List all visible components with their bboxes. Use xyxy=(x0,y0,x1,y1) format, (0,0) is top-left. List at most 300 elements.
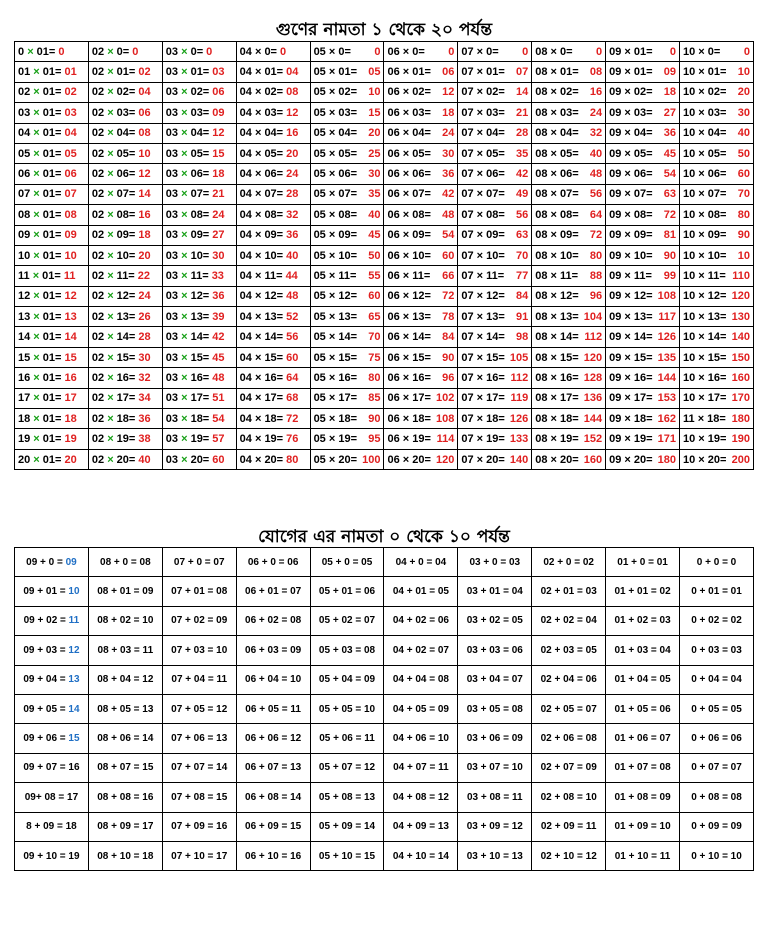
result-value: 32 xyxy=(138,371,151,384)
table-row xyxy=(15,103,754,123)
expression: 07 × 07= xyxy=(461,188,505,201)
result-value: 66 xyxy=(442,269,455,282)
table-cell xyxy=(384,205,458,225)
table-cell xyxy=(606,82,680,102)
table-cell: 01 + 0 = 01 xyxy=(606,548,680,577)
table-cell xyxy=(606,286,680,306)
table-cell xyxy=(88,103,162,123)
expression: 15 × 01= xyxy=(18,351,65,364)
expression: 01 × 01= xyxy=(18,66,65,79)
table-row xyxy=(15,694,754,723)
table-cell: 05 + 04 = 09 xyxy=(310,665,384,694)
expression: 03 × 09= xyxy=(165,229,213,242)
result-value: 72 xyxy=(286,412,299,425)
table-cell xyxy=(310,327,384,347)
result-value: 63 xyxy=(663,188,677,201)
expression: 03 × 10= xyxy=(165,249,213,262)
table-row xyxy=(15,548,754,577)
expression: 08 × 06= xyxy=(535,168,579,181)
expression: 09 × 16= xyxy=(609,371,653,384)
table-cell xyxy=(162,368,236,388)
table-cell xyxy=(384,245,458,265)
table-cell: 03 + 06 = 09 xyxy=(458,724,532,753)
expression: 03 × 19= xyxy=(165,433,213,446)
result-value: 160 xyxy=(731,371,750,384)
result-value: 72 xyxy=(663,208,677,221)
table-cell xyxy=(606,388,680,408)
table-cell: 06 + 08 = 14 xyxy=(236,783,310,812)
expression: 02 × 15= xyxy=(91,351,139,364)
table-cell xyxy=(680,245,754,265)
expression: 05 × 06= xyxy=(313,168,357,181)
table-cell: 04 + 06 = 10 xyxy=(384,724,458,753)
expression: 02 × 17= xyxy=(91,392,139,405)
result-value: 144 xyxy=(583,412,603,425)
result-value: 06 xyxy=(138,106,151,119)
result-value: 14 xyxy=(68,703,80,715)
table-cell: 08 + 09 = 17 xyxy=(88,812,162,841)
expression: 08 × 17= xyxy=(535,392,579,405)
table-cell xyxy=(162,286,236,306)
expression: 04 × 03= xyxy=(239,106,287,119)
table-cell: 01 + 03 = 04 xyxy=(606,636,680,665)
table-cell xyxy=(15,103,89,123)
table-cell xyxy=(680,388,754,408)
table-cell xyxy=(15,164,89,184)
table-cell xyxy=(15,184,89,204)
expression: 07 × 03= xyxy=(461,106,505,119)
expression: 10 × 02= xyxy=(683,86,727,99)
expression: 04 × 12= xyxy=(239,290,287,303)
result-value: 21 xyxy=(212,188,225,201)
table-cell xyxy=(310,449,384,469)
table-cell xyxy=(310,225,384,245)
table-row xyxy=(15,184,754,204)
expression: 05 × 09= xyxy=(313,229,357,242)
expression: 10 × 01= xyxy=(18,249,65,262)
expression: 05 × 15= xyxy=(313,351,357,364)
result-value: 90 xyxy=(368,412,381,425)
table-cell xyxy=(680,205,754,225)
result-value: 78 xyxy=(442,310,455,323)
result-value: 14 xyxy=(138,188,151,201)
table-cell xyxy=(458,143,532,163)
table-cell xyxy=(606,205,680,225)
expression: 04 × 01= xyxy=(18,127,65,140)
table-cell: 0 + 02 = 02 xyxy=(680,606,754,635)
table-cell xyxy=(458,184,532,204)
expression: 10 × 13= xyxy=(683,310,727,323)
expression: 07 × 12= xyxy=(461,290,505,303)
expression: 04 × 09= xyxy=(239,229,287,242)
expression: 09 × 14= xyxy=(609,331,653,344)
expression: 07 × 13= xyxy=(461,310,505,323)
table-cell xyxy=(162,327,236,347)
table-cell: 06 + 09 = 15 xyxy=(236,812,310,841)
table-cell xyxy=(384,388,458,408)
result-value: 60 xyxy=(368,290,381,303)
table-cell: 03 + 07 = 10 xyxy=(458,753,532,782)
expression: 08 × 03= xyxy=(535,106,579,119)
result-value: 15 xyxy=(212,147,225,160)
result-value: 04 xyxy=(64,127,77,140)
expression: 10 × 14= xyxy=(683,331,727,344)
table-cell: 06 + 01 = 07 xyxy=(236,577,310,606)
expression: 16 × 01= xyxy=(18,371,65,384)
table-cell xyxy=(532,62,606,82)
expression: 08 × 11= xyxy=(535,269,579,282)
table-cell: 07 + 10 = 17 xyxy=(162,841,236,870)
expression: 07 × 04= xyxy=(461,127,505,140)
expression: 02 × 16= xyxy=(91,371,139,384)
result-value: 07 xyxy=(64,188,77,201)
table-cell xyxy=(310,347,384,367)
result-value: 36 xyxy=(138,412,151,425)
expression: 02 × 14= xyxy=(91,331,139,344)
expression: 03 × 07= xyxy=(165,188,213,201)
result-value: 40 xyxy=(138,453,151,466)
table-cell: 07 + 01 = 08 xyxy=(162,577,236,606)
table-cell: 08 + 07 = 15 xyxy=(88,753,162,782)
result-value: 0 xyxy=(669,45,677,58)
table-cell xyxy=(532,42,606,62)
result-value: 05 xyxy=(64,147,77,160)
table-cell xyxy=(606,245,680,265)
table-cell: 0 + 01 = 01 xyxy=(680,577,754,606)
expression: 07 × 01= xyxy=(461,66,505,79)
expression: 11 × 01= xyxy=(18,269,64,282)
result-value: 18 xyxy=(442,106,455,119)
expression: 08 × 18= xyxy=(535,412,579,425)
table-cell xyxy=(310,286,384,306)
expression: 07 × 06= xyxy=(461,168,505,181)
table-cell: 08 + 04 = 12 xyxy=(88,665,162,694)
table-cell xyxy=(15,82,89,102)
expression: 07 × 01= xyxy=(18,188,65,201)
expression: 06 × 12= xyxy=(387,290,431,303)
expression: 02 × 0= xyxy=(91,45,133,58)
expression: 08 × 13= xyxy=(535,310,579,323)
expression: 02 × 09= xyxy=(91,229,139,242)
expression: 04 × 20= xyxy=(239,453,287,466)
expression: 09 × 18= xyxy=(609,412,653,425)
result-value: 02 xyxy=(64,86,77,99)
result-value: 70 xyxy=(515,249,529,262)
result-value: 20 xyxy=(138,249,151,262)
table-cell xyxy=(532,266,606,286)
result-value: 0 xyxy=(206,45,213,58)
result-value: 09 xyxy=(65,556,77,568)
table-cell xyxy=(532,368,606,388)
expression: 06 × 20= xyxy=(387,453,431,466)
result-value: 130 xyxy=(731,310,750,323)
expression: 17 × 01= xyxy=(18,392,65,405)
expression: 0 × 01= xyxy=(18,45,59,58)
expression: 09 × 07= xyxy=(609,188,653,201)
expression: 02 × 11= xyxy=(91,269,138,282)
table-cell xyxy=(162,164,236,184)
table-cell xyxy=(458,42,532,62)
expression: 09 × 17= xyxy=(609,392,653,405)
table-cell xyxy=(532,82,606,102)
result-value: 80 xyxy=(368,371,381,384)
result-value: 10 xyxy=(138,147,151,160)
result-value: 0 xyxy=(374,45,381,58)
table-cell xyxy=(15,368,89,388)
table-cell xyxy=(162,429,236,449)
expression: 08 × 01= xyxy=(18,208,65,221)
table-row xyxy=(15,409,754,429)
table-cell: 07 + 04 = 11 xyxy=(162,665,236,694)
table-cell: 03 + 0 = 03 xyxy=(458,548,532,577)
expression: 08 × 10= xyxy=(535,249,579,262)
table-cell: 07 + 03 = 10 xyxy=(162,636,236,665)
table-cell xyxy=(680,143,754,163)
expression: 03 × 11= xyxy=(165,269,212,282)
table-cell: 01 + 10 = 11 xyxy=(606,841,680,870)
multiplication-table xyxy=(14,41,754,470)
table-cell: 04 + 01 = 05 xyxy=(384,577,458,606)
table-cell: 04 + 05 = 09 xyxy=(384,694,458,723)
table-row xyxy=(15,266,754,286)
expression: 04 × 07= xyxy=(239,188,287,201)
table-cell xyxy=(236,327,310,347)
table-cell xyxy=(236,143,310,163)
result-value: 48 xyxy=(212,371,225,384)
expression: 05 × 16= xyxy=(313,371,357,384)
result-value: 153 xyxy=(657,392,677,405)
expression: 05 × 02= xyxy=(313,86,357,99)
table-cell: 07 + 07 = 14 xyxy=(162,753,236,782)
result-value: 30 xyxy=(212,249,225,262)
table-cell xyxy=(15,205,89,225)
table-cell xyxy=(384,184,458,204)
result-value: 45 xyxy=(663,147,677,160)
expression: 09 × 15= xyxy=(609,351,653,364)
expression: 08 × 08= xyxy=(535,208,579,221)
table-cell xyxy=(384,449,458,469)
table-cell xyxy=(236,266,310,286)
table-cell: 0 + 05 = 05 xyxy=(680,694,754,723)
table-cell xyxy=(384,62,458,82)
expression: 10 × 0= xyxy=(683,45,721,58)
table-cell xyxy=(88,347,162,367)
table-cell xyxy=(680,368,754,388)
table-cell xyxy=(310,143,384,163)
expression: 03 × 0= xyxy=(165,45,207,58)
result-value: 08 xyxy=(286,86,299,99)
expression: 10 × 03= xyxy=(683,106,727,119)
table-cell xyxy=(88,42,162,62)
expression: 11 × 18= xyxy=(683,412,726,425)
table-cell: 03 + 05 = 08 xyxy=(458,694,532,723)
result-value: 81 xyxy=(663,229,677,242)
table-cell xyxy=(606,347,680,367)
expression: 08 × 0= xyxy=(535,45,573,58)
expression: 20 × 01= xyxy=(18,453,65,466)
table-cell xyxy=(162,184,236,204)
table-cell xyxy=(680,225,754,245)
expression: 09 × 11= xyxy=(609,269,652,282)
expression: 03 × 03= xyxy=(165,106,213,119)
result-value: 10 xyxy=(737,249,750,262)
result-value: 140 xyxy=(731,331,750,344)
result-value: 12 xyxy=(286,106,299,119)
result-value: 07 xyxy=(515,66,529,79)
table-cell: 06 + 10 = 16 xyxy=(236,841,310,870)
result-value: 16 xyxy=(64,371,77,384)
expression: 03 × 17= xyxy=(165,392,213,405)
expression: 09 × 12= xyxy=(609,290,653,303)
expression: 02 × 01= xyxy=(91,66,139,79)
result-value: 84 xyxy=(515,290,529,303)
result-value: 30 xyxy=(138,351,151,364)
expression: 06 × 02= xyxy=(387,86,431,99)
table-cell xyxy=(384,347,458,367)
result-value: 162 xyxy=(657,412,677,425)
table-cell xyxy=(310,164,384,184)
expression: 03 × 01= xyxy=(165,66,213,79)
expression: 07 × 05= xyxy=(461,147,505,160)
expression: 02 × 12= xyxy=(91,290,139,303)
expression: 05 × 12= xyxy=(313,290,357,303)
result-value: 128 xyxy=(583,371,603,384)
table-cell: 02 + 04 = 06 xyxy=(532,665,606,694)
result-value: 60 xyxy=(286,351,299,364)
expression: 08 × 04= xyxy=(535,127,579,140)
result-value: 70 xyxy=(368,331,381,344)
table-cell xyxy=(532,225,606,245)
expression: 08 × 19= xyxy=(535,433,579,446)
table-cell: 02 + 05 = 07 xyxy=(532,694,606,723)
table-cell xyxy=(88,82,162,102)
result-value: 36 xyxy=(286,229,299,242)
table-cell: 03 + 02 = 05 xyxy=(458,606,532,635)
table-cell xyxy=(236,245,310,265)
expression: 08 × 14= xyxy=(535,331,579,344)
table-cell xyxy=(532,449,606,469)
result-value: 38 xyxy=(138,433,151,446)
expression: 05 × 03= xyxy=(313,106,357,119)
table-cell: 03 + 09 = 12 xyxy=(458,812,532,841)
result-value: 49 xyxy=(515,188,529,201)
result-value: 104 xyxy=(583,310,603,323)
table-cell: 09 + 10 = 19 xyxy=(15,841,89,870)
table-row xyxy=(15,783,754,812)
expression: 04 × 14= xyxy=(239,331,287,344)
table-cell xyxy=(680,327,754,347)
result-value: 120 xyxy=(435,453,455,466)
expression: 06 × 14= xyxy=(387,331,431,344)
expression: 03 × 16= xyxy=(165,371,213,384)
expression: 06 × 18= xyxy=(387,412,431,425)
expression: 03 × 20= xyxy=(165,453,213,466)
table-row xyxy=(15,307,754,327)
result-value: 04 xyxy=(138,86,151,99)
table-cell xyxy=(532,245,606,265)
table-cell xyxy=(162,388,236,408)
table-cell: 02 + 07 = 09 xyxy=(532,753,606,782)
expression: 09 × 08= xyxy=(609,208,653,221)
result-value: 44 xyxy=(285,269,298,282)
expression: 10 × 12= xyxy=(683,290,727,303)
result-value: 180 xyxy=(731,412,750,425)
table-cell xyxy=(532,205,606,225)
result-value: 24 xyxy=(138,290,151,303)
table-cell xyxy=(88,62,162,82)
expression: 09 × 02= xyxy=(609,86,653,99)
expression: 04 × 06= xyxy=(239,168,287,181)
result-value: 13 xyxy=(64,310,77,323)
table-cell: 09 + 03 = 12 xyxy=(15,636,89,665)
table-cell: 05 + 05 = 10 xyxy=(310,694,384,723)
expression: 06 × 11= xyxy=(387,269,431,282)
result-value: 90 xyxy=(442,351,455,364)
table-cell xyxy=(162,42,236,62)
table-cell xyxy=(458,409,532,429)
expression: 06 × 17= xyxy=(387,392,431,405)
table-cell xyxy=(236,286,310,306)
result-value: 06 xyxy=(442,66,455,79)
result-value: 152 xyxy=(583,433,603,446)
table-cell xyxy=(384,429,458,449)
expression: 02 × 07= xyxy=(91,188,139,201)
table-cell xyxy=(236,307,310,327)
expression: 05 × 18= xyxy=(313,412,357,425)
expression: 09 × 19= xyxy=(609,433,653,446)
expression: 04 × 04= xyxy=(239,127,287,140)
expression: 10 × 06= xyxy=(683,168,727,181)
table-cell xyxy=(606,327,680,347)
table-cell xyxy=(458,245,532,265)
table-cell xyxy=(310,368,384,388)
table-cell xyxy=(310,42,384,62)
table-cell xyxy=(532,307,606,327)
table-row xyxy=(15,347,754,367)
expression: 07 × 15= xyxy=(461,351,505,364)
result-value: 105 xyxy=(509,351,529,364)
table-cell xyxy=(606,164,680,184)
table-cell xyxy=(310,429,384,449)
table-cell: 08 + 05 = 13 xyxy=(88,694,162,723)
expression: 08 × 20= xyxy=(535,453,579,466)
expression: 02 × 20= xyxy=(91,453,139,466)
table-cell xyxy=(680,62,754,82)
table-cell: 05 + 08 = 13 xyxy=(310,783,384,812)
expression: 10 × 04= xyxy=(683,127,727,140)
table-cell xyxy=(236,82,310,102)
table-row xyxy=(15,368,754,388)
table-cell xyxy=(88,123,162,143)
result-value: 21 xyxy=(515,106,529,119)
table-cell xyxy=(88,388,162,408)
table-cell xyxy=(236,449,310,469)
table-cell xyxy=(384,327,458,347)
table-cell: 09+ 08 = 17 xyxy=(15,783,89,812)
result-value: 64 xyxy=(286,371,299,384)
result-value: 48 xyxy=(442,208,455,221)
table-cell xyxy=(384,164,458,184)
expression: 07 × 0= xyxy=(461,45,499,58)
result-value: 48 xyxy=(589,168,603,181)
table-cell xyxy=(680,82,754,102)
result-value: 02 xyxy=(138,66,151,79)
result-value: 120 xyxy=(583,351,603,364)
result-value: 40 xyxy=(589,147,603,160)
result-value: 16 xyxy=(286,127,299,140)
result-value: 108 xyxy=(435,412,455,425)
result-value: 24 xyxy=(286,168,299,181)
